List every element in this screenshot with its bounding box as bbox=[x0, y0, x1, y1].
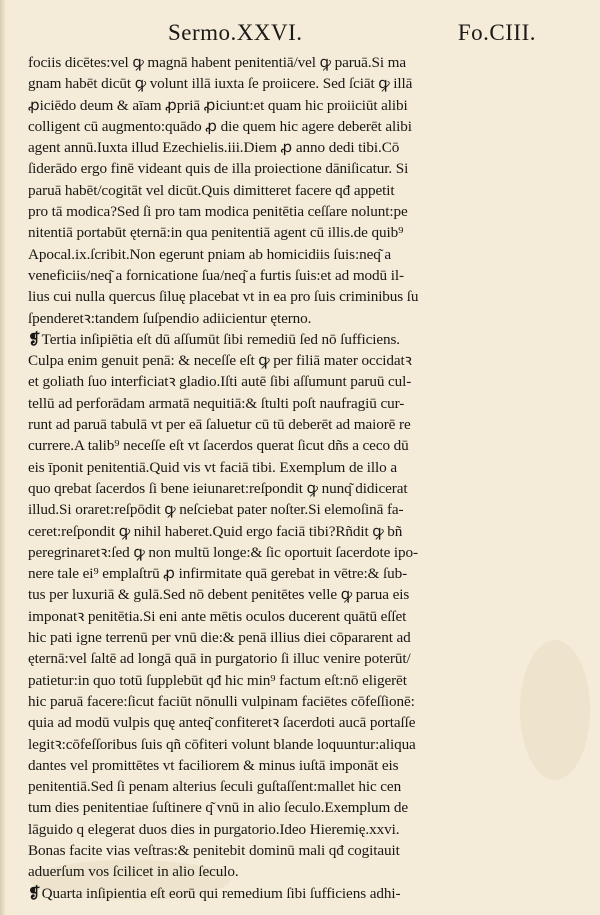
text-line: Apocal.ix.ſcribit.Non egerunt pniam ab homicidiis ſuis:neq͂ a bbox=[28, 245, 392, 263]
page-header bbox=[0, 14, 600, 50]
paragraph-mark-icon: ❡ bbox=[28, 330, 41, 348]
text-line: ꝓiciēdo deum & aīam ꝓpriā ꝓiciunt:et quam hic proiiciūt alibi bbox=[28, 96, 408, 114]
text-line: dantes vel promittētes vt faciliorem & minus iuſtā imponāt eis bbox=[28, 756, 399, 774]
text-line: quo qrebat ſacerdos ſi bene ieiunaret:reſpondit ꝙ nunq͂ didicerat bbox=[28, 479, 408, 497]
text-line: nitentiā portabūt ęternā:in qua penitentiā agent cū illis.de quib⁹ bbox=[28, 224, 404, 242]
text-line: aduerſum vos ſcilicet in alio ſeculo. bbox=[28, 863, 239, 881]
text-line: Culpa enim genuit penā: & neceſſe eſt ꝙ per filiā mater occidatꝛ bbox=[28, 352, 412, 370]
text-line: runt ad paruā tabulā vt per eā ſaluetur cū tū deberēt ad maiorē re bbox=[28, 416, 411, 434]
text-line: legitꝛ:cōfeſſoribus ſuis qñ cōfiteri volunt blande loquuntur:aliqua bbox=[28, 735, 416, 753]
text-line: veneficiis/neq͂ a fornicatione ſua/neq͂ a furtis ſuis:et ad modū il- bbox=[28, 266, 404, 284]
text-line: hic paruā facere:ſicut faciūt nōnulli vulpinam faciētes cōfeſſionē: bbox=[28, 692, 415, 710]
text-line: ceret:reſpondit ꝙ nihil haberet.Quid ergo faciā tibi?Rñdit ꝙ bñ bbox=[28, 522, 403, 540]
text-line: gnam habēt dicūt ꝙ volunt illā iuxta ſe proiicere. Sed ſciāt ꝙ illā bbox=[28, 75, 413, 93]
text-line: Bonas facite vias veſtras:& penitebit dominū mali qđ cogitauit bbox=[28, 841, 400, 859]
text-line: Tertia inſipiētia eſt dū aſſumūt ſibi remediū ſed nō ſufficiens. bbox=[41, 330, 400, 348]
text-line: ęternā:vel ſaltē ad longā quā in purgatorio ſi illuc venire poterūt/ bbox=[28, 650, 411, 668]
text-line: ſpenderetꝛ:tandem ſuſpendio adiicientur ęterno. bbox=[28, 309, 312, 327]
paragraph-mark-icon: ❡ bbox=[28, 884, 41, 902]
text-line: Quarta inſipientia eſt eorū qui remedium ſibi ſufficiens adhi- bbox=[41, 884, 401, 902]
paragraph-start-quarta bbox=[28, 883, 516, 904]
text-line: tum dies penitentiae ſuſtinere q͂ vnū in alio ſeculo.Exemplum de bbox=[28, 799, 409, 817]
text-line: illud.Si oraret:reſpōdit ꝙ neſciebat pater noſter.Si elemoſinā fa- bbox=[28, 501, 404, 519]
text-line: paruā habēt/cogitāt vel dicūt.Quis dimitteret facere qđ appetit bbox=[28, 181, 395, 199]
body-text bbox=[28, 52, 516, 904]
text-line: agent annū.Iuxta illud Ezechielis.iii.Diem ꝓ anno dedi tibi.Cō bbox=[28, 139, 400, 157]
paragraph-start-tertia bbox=[28, 329, 516, 350]
text-line: eis īponit penitentiā.Quid vis vt faciā tibi. Exemplum de illo a bbox=[28, 458, 397, 476]
text-line: fociis dicētes:vel ꝙ magnā habent penitentiā/vel ꝙ paruā.Si ma bbox=[28, 54, 407, 71]
paper-stain bbox=[520, 640, 590, 780]
text-line: quia ad modū vulpis quę anteq͂ confiteretꝛ ſacerdoti aucā portaſſe bbox=[28, 714, 416, 732]
text-line: imponatꝛ penitētia.Si eni ante mētis oculos ducerent quātū eſſet bbox=[28, 607, 407, 625]
running-title: Sermo.XXVI. bbox=[168, 20, 303, 45]
text-line: nere tale ei⁹ emplaſtrū ꝓ infirmitate quā gerebat in vētre:& ſub- bbox=[28, 565, 408, 583]
text-line: currere.A talib⁹ neceſſe eſt vt ſacerdos querat ſicut dñs a ceco dū bbox=[28, 437, 409, 455]
text-line: tellū ad perforādam armatā nequitiā:& ſtulti poſt naufragiū cur- bbox=[28, 394, 405, 412]
page-gutter-edge bbox=[0, 0, 6, 915]
folio-number: Fo.CIII. bbox=[457, 20, 536, 45]
text-line: lāguido q elegerat duos dies in purgatorio.Ideo Hieremię.xxvi. bbox=[28, 820, 400, 838]
text-line: tus per luxuriā & gulā.Sed nō debent penitētes velle ꝙ parua eis bbox=[28, 586, 410, 604]
text-line: lius cui nulla quercus ſiluę placebat vt in ea pro ſuis criminibus ſu bbox=[28, 288, 419, 306]
text-line: peregrinaretꝛ:ſed ꝙ non multū longe:& ſic oportuit ſacerdote ipo- bbox=[28, 543, 418, 561]
text-line: patietur:in quo totū ſupplebūt qđ hic min⁹ factum eſt:nō eligerēt bbox=[28, 671, 407, 689]
text-line: hic pati igne terrenū per vnū die:& penā illius diei cōpararent ad bbox=[28, 629, 411, 647]
text-line: ſiderādo ergo finē videant quis de illa proiectione dāniſicatur. Si bbox=[28, 160, 409, 178]
text-line: penitentiā.Sed ſi penam alterius ſeculi guſtaſſent:mallet hic cen bbox=[28, 778, 402, 796]
text-line: et goliath ſuo interficiatꝛ gladio.Iſti autē ſibi aſſumunt paruū cul- bbox=[28, 373, 412, 391]
text-line: colligent cū augmento:quādo ꝓ die quem hic agere deberēt alibi bbox=[28, 117, 412, 135]
text-line: pro tā modica?Sed ſi pro tam modica penitētia ceſſare nolunt:pe bbox=[28, 203, 408, 221]
